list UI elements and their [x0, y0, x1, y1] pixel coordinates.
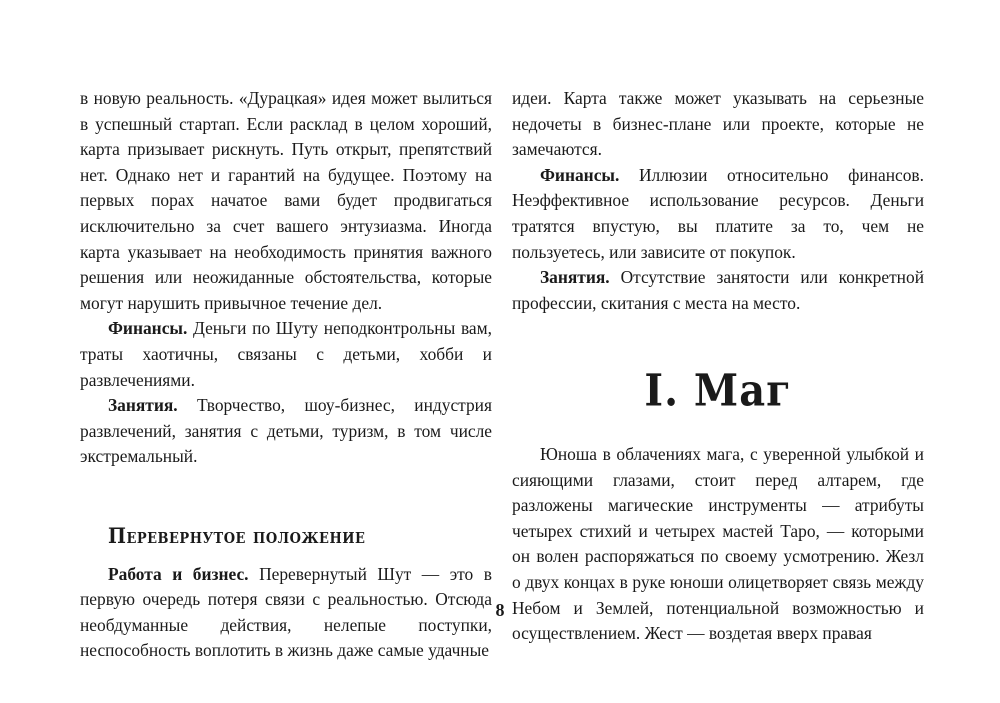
right-finances-text: Иллюзии относительно финансов. Неэффективное использование ресурсов. Деньги тратятся впустую, вы платите за то, чем не пользуетесь, или зависите от покупок. — [512, 164, 924, 262]
right-occupation-paragraph — [512, 265, 924, 316]
chapter-title: I. Маг — [644, 364, 792, 417]
left-finances-text: Деньги по Шуту неподконтрольны вам, траты хаотичны, связаны с детьми, хобби и развлечениями. — [80, 318, 492, 390]
left-occupation-label: Занятия. — [108, 395, 178, 416]
left-finances-paragraph — [80, 316, 492, 393]
right-occupation-text: Отсутствие занятости или конкретной профессии, скитания с места на место. — [512, 267, 924, 313]
right-finances-paragraph — [512, 163, 924, 265]
left-occupation-text: Творчество, шоу-бизнес, индустрия развлечений, занятия с детьми, туризм, в том числе экстремальный. — [80, 395, 492, 467]
reversed-position-heading: Перевернутое положение — [108, 523, 366, 549]
left-work-text: Перевернутый Шут — это в первую очередь потеря связи с реальностью. Отсюда необдуманные действия, нелепые поступки, неспособность воплотить в жизнь даже самые удачные — [80, 563, 492, 661]
left-column — [80, 86, 492, 664]
left-work-label: Работа и бизнес. — [108, 563, 249, 584]
left-finances-label: Финансы. — [108, 318, 188, 339]
left-paragraph-continuation: в новую реальность. «Дурацкая» идея может вылиться в успешный стартап. Если расклад в целом хороший, карта призывает рискнуть. Путь открыт, препятствий нет. Однако нет и гарантий на будущее. Поэтому на первых порах начатое вами будет продвигаться исключительно за счет вашего энтузиазма. Иногда карта указывает на необходимость принятия важного решения или неожиданные обстоятельства, которые могут нарушить привычное течение дел. — [80, 88, 492, 313]
right-column — [512, 86, 924, 647]
right-paragraph-continuation: идеи. Карта также может указывать на серьезные недочеты в бизнес-плане или проекте, которые не замечаются. — [512, 88, 924, 160]
page-number: 8 — [495, 600, 505, 620]
right-finances-label: Финансы. — [540, 164, 620, 185]
left-occupation-paragraph — [80, 393, 492, 470]
right-occupation-label: Занятия. — [540, 267, 610, 288]
magician-description-paragraph: Юноша в облачениях мага, с уверенной улыбкой и сияющими глазами, стоит перед алтарем, где разложены магические инструменты — атрибуты четырех стихий и четырех мастей Таро, — которыми он волен распоряжаться по своему усмотрению. Жезл о двух концах в руке юноши олицетворяет связь между Небом и Землей, потенциальной возможностью и осуществлением. Жест — воздетая вверх правая — [512, 443, 924, 644]
